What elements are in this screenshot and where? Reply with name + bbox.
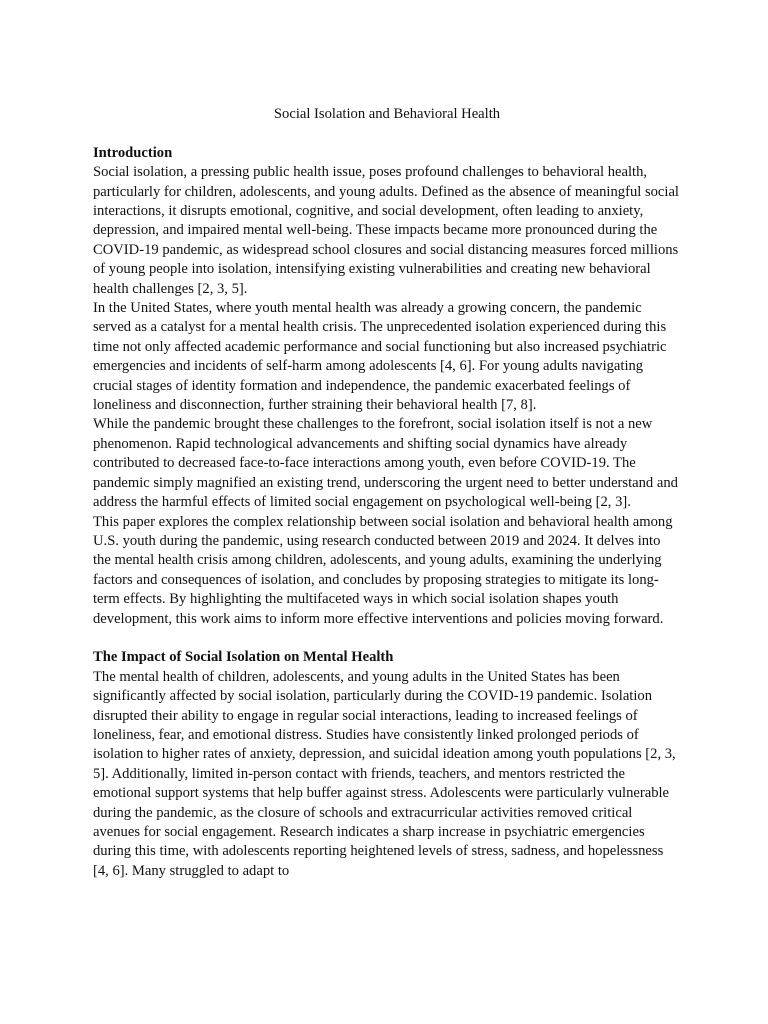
section-spacer [93,629,681,648]
section-heading-introduction: Introduction [93,144,173,161]
section-impact [93,648,681,881]
intro-paragraph-3: While the pandemic brought these challenges to the forefront, social isolation itself is not a new phenomenon. Rapid technological advancements and shifting social dynamics have already contributed to decreased face-to-face interactions among youth, even before COVID-19. The pandemic simply magnified an existing trend, underscoring the urgent need to better understand and address the harmful effects of limited social engagement on psychological well-being [2, 3]. [93,416,678,511]
impact-paragraph-1: The mental health of children, adolescents, and young adults in the United States has been significantly affected by social isolation, particularly during the COVID-19 pandemic. Isolation disrupted their ability to engage in regular social interactions, leading to increased feelings of loneliness, fear, and emotional distress. Studies have consistently linked prolonged periods of isolation to higher rates of anxiety, depression, and suicidal ideation among youth populations [2, 3, 5]. Additionally, limited in-person contact with friends, teachers, and mentors restricted the emotional support systems that help buffer against stress. Adolescents were particularly vulnerable during the pandemic, as the closure of schools and extracurricular activities removed critical avenues for social engagement. Research indicates a sharp increase in psychiatric emergencies during this time, with adolescents reporting heightened levels of stress, sadness, and hopelessness [4, 6]. Many struggled to adapt to [93,668,676,879]
section-introduction [93,144,681,629]
section-heading-impact: The Impact of Social Isolation on Mental Health [93,649,394,666]
intro-paragraph-1: Social isolation, a pressing public health issue, poses profound challenges to behavioral health, particularly for children, adolescents, and young adults. Defined as the absence of meaningful social interactions, it disrupts emotional, cognitive, and social development, often leading to anxiety, depression, and impaired mental well-being. These impacts became more pronounced during the COVID-19 pandemic, as widespread school closures and social distancing measures forced millions of young people into isolation, intensifying existing vulnerabilities and creating new behavioral health challenges [2, 3, 5]. [93,164,679,297]
document-title: Social Isolation and Behavioral Health [273,106,501,122]
intro-paragraph-4: This paper explores the complex relationship between social isolation and behavioral health among U.S. youth during the pandemic, using research conducted between 2019 and 2024. It delves into the mental health crisis among children, adolescents, and young adults, examining the underlying factors and consequences of isolation, and concludes by proposing strategies to mitigate its long-term effects. By highlighting the multifaceted ways in which social isolation shapes youth development, this work aims to inform more effective interventions and policies moving forward. [93,513,673,627]
document-page [93,105,681,881]
intro-paragraph-2: In the United States, where youth mental health was already a growing concern, the pandemic served as a catalyst for a mental health crisis. The unprecedented isolation experienced during this time not only affected academic performance and social functioning but also increased psychiatric emergencies and incidents of self-harm among adolescents [4, 6]. For young adults navigating crucial stages of identity formation and independence, the pandemic exacerbated feelings of loneliness and disconnection, further straining their behavioral health [7, 8]. [93,300,667,414]
title-spacer [93,124,681,143]
